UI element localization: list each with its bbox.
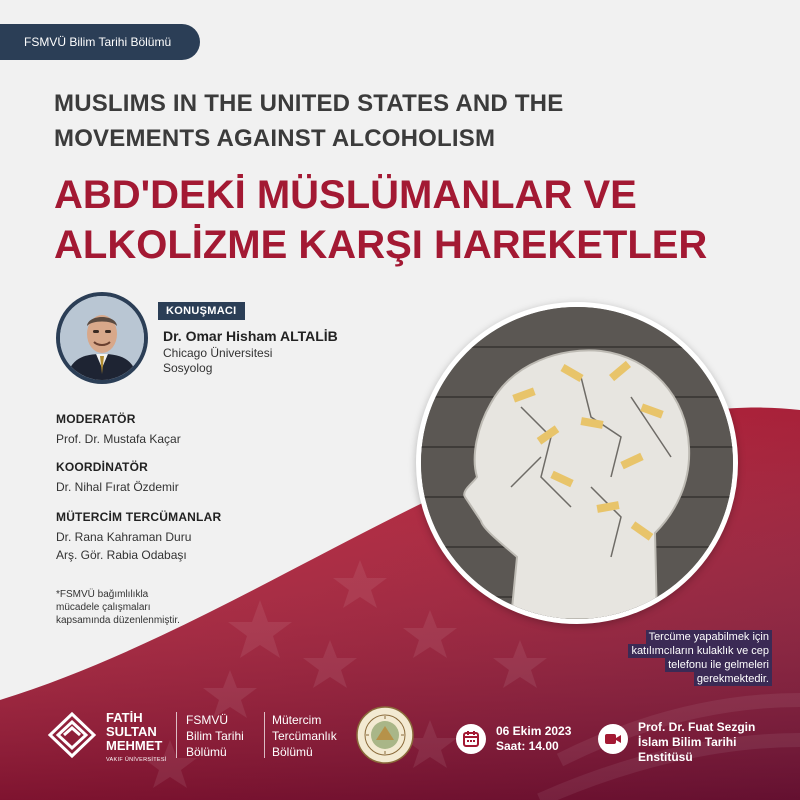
speaker-affiliation: Chicago Üniversitesi <box>163 346 273 360</box>
speaker-name: Dr. Omar Hisham ALTALİB <box>163 328 338 344</box>
university-name-line: FATİH <box>106 710 143 725</box>
moderator-name: Prof. Dr. Mustafa Kaçar <box>56 432 181 446</box>
title-turkish <box>54 170 754 270</box>
event-venue <box>638 720 755 765</box>
title-english <box>54 86 674 156</box>
translation-notice-line: katılımcıların kulaklık ve cep <box>628 644 772 658</box>
translation-notice-line: Tercüme yapabilmek için <box>646 630 772 644</box>
video-camera-icon <box>598 724 628 754</box>
title-english-line: MOVEMENTS AGAINST ALCOHOLISM <box>54 125 496 152</box>
translators-block <box>56 510 221 564</box>
institute-seal-icon <box>356 706 414 764</box>
footer-department-line: Bilim Tarihi <box>186 729 244 743</box>
footer-divider <box>264 712 265 758</box>
title-turkish-line: ALKOLİZME KARŞI HAREKETLER <box>54 223 708 267</box>
coordinator-name: Dr. Nihal Fırat Özdemir <box>56 480 179 494</box>
footer-department-line: Tercümanlık <box>272 729 337 743</box>
title-english-line: MUSLIMS IN THE UNITED STATES AND THE <box>54 90 564 117</box>
translator-name: Dr. Rana Kahraman Duru <box>56 530 192 544</box>
translator-name: Arş. Gör. Rabia Odabaşı <box>56 548 187 562</box>
footer-department-line: Mütercim <box>272 713 322 727</box>
speaker-label: KONUŞMACI <box>158 302 245 320</box>
event-date-time <box>496 724 571 754</box>
translation-notice-line: telefonu ile gelmeleri <box>665 658 772 672</box>
event-date: 06 Ekim 2023 <box>496 724 572 738</box>
organization-note: *FSMVÜ bağımlılıkla mücadele çalışmaları kapsamında düzenlenmiştir. <box>56 589 180 626</box>
moderator-block <box>56 412 181 448</box>
university-name-line: SULTAN <box>106 724 157 739</box>
university-logo-icon <box>44 710 100 760</box>
footer-department-line: FSMVÜ <box>186 713 228 727</box>
footer-department-2 <box>272 712 337 760</box>
head-illustration <box>416 302 738 624</box>
translators-label: MÜTERCİM TERCÜMANLAR <box>56 510 222 524</box>
footer-department-line: Bölümü <box>272 745 313 759</box>
speaker-photo <box>56 292 148 384</box>
speaker-title: Sosyolog <box>163 361 213 375</box>
university-name-line: MEHMET <box>106 738 163 753</box>
translation-notice <box>588 630 772 686</box>
event-venue-line: Enstitüsü <box>638 750 693 764</box>
university-name <box>106 711 167 767</box>
footer-department-line: Bölümü <box>186 745 227 759</box>
university-subtitle: VAKIF ÜNİVERSİTESİ <box>106 757 167 763</box>
moderator-label: MODERATÖR <box>56 412 136 426</box>
event-time: Saat: 14.00 <box>496 739 559 753</box>
title-turkish-line: ABD'DEKİ MÜSLÜMANLAR VE <box>54 173 637 217</box>
translation-notice-line: gerekmektedir. <box>694 672 772 686</box>
footer-divider <box>176 712 177 758</box>
event-venue-line: İslam Bilim Tarihi <box>638 735 737 749</box>
department-tag: FSMVÜ Bilim Tarihi Bölümü <box>0 24 200 60</box>
coordinator-label: KOORDİNATÖR <box>56 460 148 474</box>
footer-department-1 <box>186 712 244 760</box>
calendar-icon <box>456 724 486 754</box>
event-venue-line: Prof. Dr. Fuat Sezgin <box>638 720 756 734</box>
coordinator-block <box>56 460 179 496</box>
